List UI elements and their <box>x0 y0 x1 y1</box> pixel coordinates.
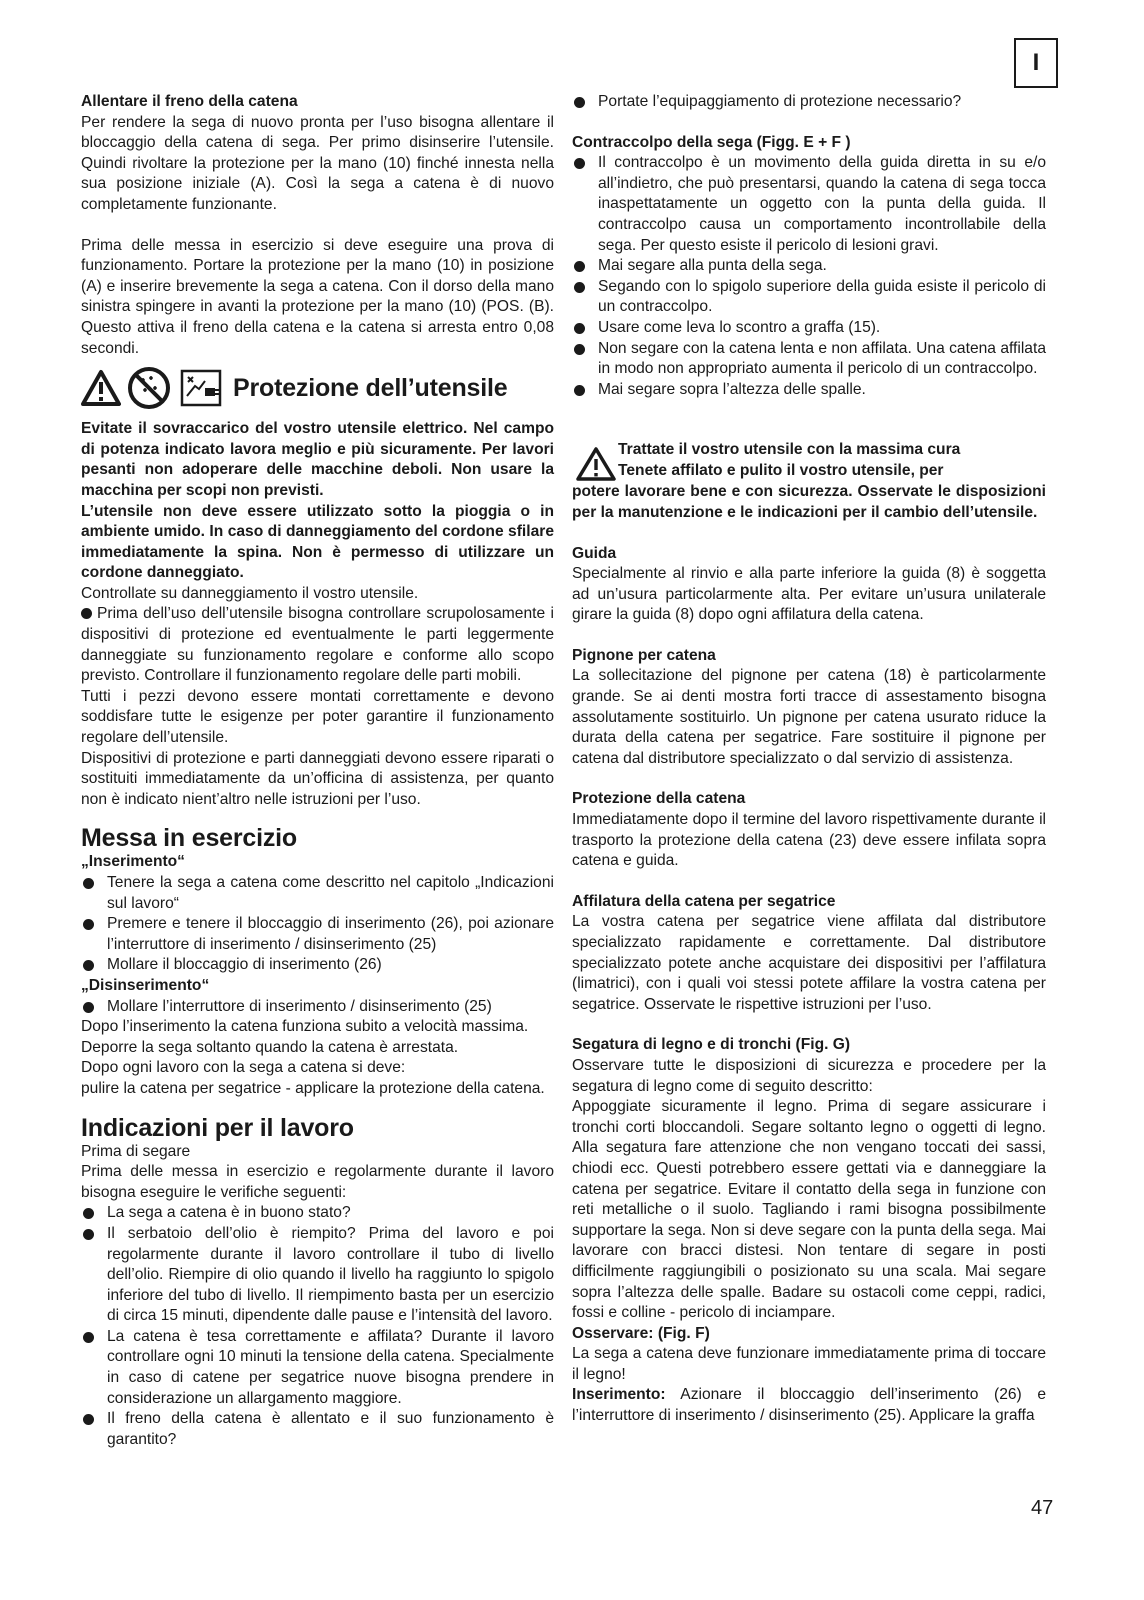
paragraph-bold: L’utensile non deve essere utilizzato sotto la pioggia o in ambiente umido. In caso di danneggiamento del cordone sfilare immediatamente la spina. Non è permesso di utilizzare un cordone danneggiato. <box>81 502 554 582</box>
bullet-dot-icon <box>574 282 585 293</box>
paragraph: Appoggiate sicuramente il legno. Prima di segare assicurare i tronchi corti bloccandoli. Segare soltanto legno o oggetti di legno. Alla segatura fare attenzione che non vengano toccati dei sassi, chiodi ecc. Questi potrebbero essere gettati via e danneggiare la catena per segatrice. Evitare il contatto della sega in funzione con reti metalliche o il suolo. Tagliando i rami bisogna possibilmente supportare la sega. Non si deve segare con la punta della sega. Mai lavorare con bracci distesi. Non tentare di segare in posti difficilmente raggiungibili o posizionato su una scala. Mai segare sopra l’altezza delle spalle. Badare su ostacoli come ceppi, radici, fossi e colline - pericolo di inciampare. <box>572 1098 1046 1322</box>
list-item <box>572 256 1046 277</box>
subheading-switch-off: „Disinserimento“ <box>81 976 210 994</box>
bullet-dot-icon <box>83 1332 94 1343</box>
bullet-dot-icon <box>83 960 94 971</box>
paragraph-bold: potere lavorare bene e con sicurezza. Osservate le disposizioni per la manutenzione e le indicazioni per il cambio dell’utensile. <box>572 483 1046 521</box>
safety-icons-heading <box>81 363 554 413</box>
paragraph: Immediatamente dopo il termine del lavoro rispettivamente durante il trasporto la protezione della catena (23) deve essere infilata sopra catena e guida. <box>572 811 1046 870</box>
list-item <box>81 1409 554 1450</box>
paragraph: Prima di segare <box>81 1142 191 1160</box>
paragraph-bold: Trattate il vostro utensile con la massima cura <box>618 441 961 459</box>
paragraph-bold: Tenete affilato e pulito il vostro utensile, per <box>618 461 944 479</box>
bullet-dot-icon <box>83 1002 94 1013</box>
list-item <box>572 380 1046 401</box>
section-heading-sharpening: Affilatura della catena per segatrice <box>572 892 836 910</box>
list-item-text: Il freno della catena è allentato e il suo funzionamento è garantito? <box>107 1410 554 1448</box>
list-item <box>81 1224 554 1327</box>
list-item-text: Mai segare alla punta della sega. <box>598 257 827 275</box>
bullet-dot-icon <box>83 1229 94 1240</box>
paragraph: Controllate su danneggiamento il vostro utensile. <box>81 584 419 602</box>
paragraph: La sollecitazione del pignone per catena (18) è particolarmente grande. Se ai denti mostra forti tracce di assestamento bisogna assolutamente sostituirlo. Un pignone per catena usurato riduce la durata della catena per segatrice. Fare sostituire il pignone per catena dal distributore specializzato o dal servizio di assistenza. <box>572 667 1046 767</box>
list-item-text: Premere e tenere il bloccaggio di inserimento (26), poi azionare l’interruttore di inserimento / disinserimento (25) <box>107 915 554 953</box>
bullet-dot-icon <box>83 878 94 889</box>
paragraph: La vostra catena per segatrice viene affilata dal distributore specializzato rapidamente e correttamente. Dal distributore specializzato potete anche acquistare dei dispositivi per l’affilatura (limatrici), con i quali voi stessi potete affilare la vostra catena per segatrice. Osservate le rispettive istruzioni per l’uso. <box>572 913 1046 1013</box>
list-item-text: La sega a catena è in buono stato? <box>107 1204 351 1222</box>
section-heading-startup: Messa in esercizio <box>81 824 297 853</box>
list-item-text: Il contraccolpo è un movimento della guida diretta in su e/o all’indietro, che può presentarsi, quando la catena di sega tocca inaspettatamente un oggetto con la punta della guida. Il contraccolpo causa un comportamento incontrollabile della sega. Per questo esiste il pericolo di lesioni gravi. <box>598 154 1046 254</box>
paragraph: Specialmente al rinvio e alla parte inferiore la guida (8) è soggetta ad un’usura particolarmente alta. Per evitare un’usura unilaterale girare la guida (8) dopo ogni affilatura della catena. <box>572 565 1046 624</box>
paragraph: Per rendere la sega di nuovo pronta per l’uso bisogna allentare il bloccaggio della catena di sega. Per primo disinserire l’utensile. Quindi rivoltare la protezione per la mano (10) finché innesta nella sua posizione iniziale (A). Così la sega a catena è di nuovo completamente funzionante. <box>81 113 554 213</box>
section-heading-tool-protection: Protezione dell’utensile <box>233 374 508 403</box>
section-heading-kickback: Contraccolpo della sega (Figg. E + F ) <box>572 133 851 151</box>
paragraph-bold: Evitate il sovraccarico del vostro utensile elettrico. Nel campo di potenza indicato lavora meglio e più sicuramente. Per lavori pesanti non adoperare delle macchine deboli. Non usare la macchina per scopi non previsti. <box>81 420 554 499</box>
paragraph: Prima delle messa in esercizio si deve eseguire una prova di funzionamento. Portare la protezione per la mano (10) in posizione (A) e inserire brevemente la sega a catena. Con il dorso della mano sinistra spingere in avanti la protezione per la mano (10) (POS. (B). Questo attiva il freno della catena e la catena si arresta entro 0,08 secondi. <box>81 236 554 357</box>
list-item-text: Mollare il bloccaggio di inserimento (26) <box>107 956 382 974</box>
list-item-text: Mai segare sopra l’altezza delle spalle. <box>598 380 866 398</box>
list-item-text: Tenere la sega a catena come descritto nel capitolo „Indicazioni sul lavoro“ <box>107 874 554 912</box>
paragraph-text: Azionare il bloccaggio dell’inserimento (26) e l’interruttore di inserimento / disinserimento (25). Applicare la graffa <box>572 1386 1046 1425</box>
section-heading-chain-guard: Protezione della catena <box>572 790 746 808</box>
list-item-text: Usare come leva lo scontro a graffa (15). <box>598 318 881 336</box>
warning-triangle-icon <box>81 369 121 407</box>
bullet-dot-icon <box>83 1208 94 1219</box>
list-item-text: Mollare l’interruttore di inserimento / disinserimento (25) <box>107 997 492 1015</box>
list-item-text: Non segare con la catena lenta e non affilata. Una catena affilata in modo non appropriato aumenta il pericolo di un contraccolpo. <box>598 339 1046 378</box>
care-warning-heading <box>572 440 1046 482</box>
no-rain-icon <box>127 366 171 410</box>
paragraph <box>572 1385 1046 1426</box>
list-item <box>81 1327 554 1409</box>
bullet-dot-icon <box>574 158 585 169</box>
paragraph: Dopo ogni lavoro con la sega a catena si deve: <box>81 1059 406 1077</box>
bullet-dot-icon <box>81 608 92 619</box>
paragraph-text: Prima dell’uso dell’utensile bisogna controllare scrupolosamente i dispositivi di protezione ed eventualmente le parti leggermente danneggiate su funzionamento regolare e conforme allo scopo previsto. Controllare il funzionamento regolare delle parti mobili. <box>81 605 554 685</box>
page-number: 47 <box>1031 1497 1054 1519</box>
paragraph: Deporre la sega soltanto quando la catena è arrestata. <box>81 1038 459 1056</box>
list-item <box>81 997 554 1018</box>
paragraph <box>81 604 554 686</box>
list-item <box>572 339 1046 380</box>
section-heading-sawing: Segatura di legno e di tronchi (Fig. G) <box>572 1036 851 1054</box>
section-heading-chain-brake: Allentare il freno della catena <box>81 93 298 110</box>
paragraph: Osservare tutte le disposizioni di sicurezza e procedere per la segatura di legno come di seguito descritto: <box>572 1056 1046 1095</box>
paragraph: La sega a catena deve funzionare immediatamente prima di toccare il legno! <box>572 1345 1046 1383</box>
warning-triangle-icon <box>572 446 616 482</box>
inline-label: Inserimento: <box>572 1386 666 1404</box>
left-column <box>81 92 554 1450</box>
list-item-text: Portate l’equipaggiamento di protezione necessario? <box>598 93 962 110</box>
list-item <box>81 873 554 914</box>
list-item <box>572 318 1046 339</box>
list-item <box>572 153 1046 256</box>
list-item <box>81 955 554 976</box>
section-heading-guide-bar: Guida <box>572 544 617 562</box>
subheading-note: Osservare: (Fig. F) <box>572 1324 710 1342</box>
right-column <box>572 92 1046 1427</box>
bullet-dot-icon <box>574 97 585 108</box>
bullet-dot-icon <box>83 919 94 930</box>
section-heading-sprocket: Pignone per catena <box>572 646 716 664</box>
list-item <box>81 914 554 955</box>
list-item-text: Il serbatoio dell’olio è riempito? Prima del lavoro e poi regolarmente durante il lavoro controllare il tubo di livello dell’olio. Riempire di olio quando il livello ha raggiunto lo spigolo inferiore del tubo di livello. Il riempimento basta per un esercizio di circa 15 minuti, dipendente dalle pause e l’intensità del lavoro. <box>107 1224 554 1325</box>
bullet-dot-icon <box>574 385 585 396</box>
paragraph: Tutti i pezzi devono essere montati correttamente e devono soddisfare tutte le esigenze per poter garantire il funzionamento regolare dell’utensile. <box>81 687 554 747</box>
list-item <box>81 1203 554 1224</box>
bullet-dot-icon <box>574 344 585 355</box>
language-marker: I <box>1014 38 1058 88</box>
list-item <box>572 92 1046 113</box>
bullet-dot-icon <box>574 323 585 334</box>
unplug-icon <box>179 368 223 408</box>
bullet-dot-icon <box>574 261 585 272</box>
subheading-switch-on: „Inserimento“ <box>81 853 185 871</box>
paragraph: Prima delle messa in esercizio e regolarmente durante il lavoro bisogna eseguire le verifiche seguenti: <box>81 1163 554 1201</box>
paragraph: Dopo l’inserimento la catena funziona subito a velocità massima. <box>81 1018 529 1036</box>
list-item-text: La catena è tesa correttamente e affilata? Durante il lavoro controllare ogni 10 minuti la tensione della catena. Specialmente in caso di catene per segatrice nuove bisogna prendere in considerazione un allargamento maggiore. <box>107 1327 554 1407</box>
list-item <box>572 277 1046 318</box>
section-heading-work-instructions: Indicazioni per il lavoro <box>81 1113 354 1142</box>
paragraph: pulire la catena per segatrice - applicare la protezione della catena. <box>81 1079 545 1097</box>
list-item-text: Segando con lo spigolo superiore della guida esiste il pericolo di un contraccolpo. <box>598 277 1046 316</box>
bullet-dot-icon <box>83 1414 94 1425</box>
paragraph: Dispositivi di protezione e parti danneggiati devono essere riparati o sostituiti immediatamente da un’officina di assistenza, per quanto non è indicato nient’altro nelle istruzioni per l’uso. <box>81 749 554 808</box>
